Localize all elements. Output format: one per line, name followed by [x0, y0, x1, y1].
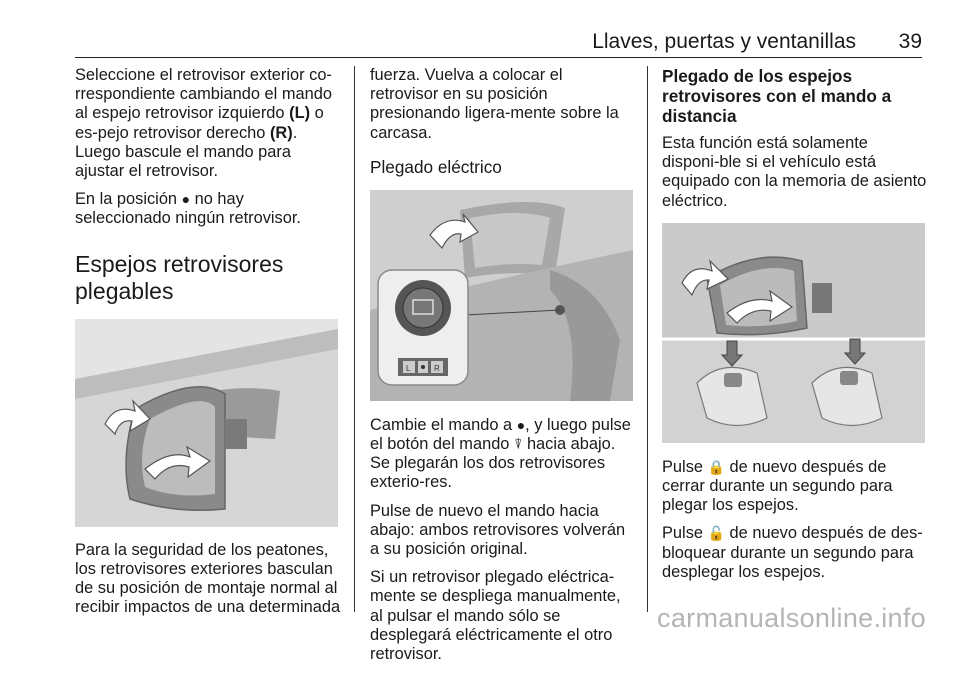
lock-icon: 🔒 [707, 458, 725, 475]
dot-symbol: ● [181, 191, 191, 208]
fold-button-icon: ⍒ [513, 436, 523, 453]
dot-symbol: ● [516, 416, 526, 433]
paragraph-press-again: Pulse de nuevo el mando hacia abajo: ambos retrovisores volverán a su posición original. [370, 501, 626, 559]
paragraph-availability: Esta función está solamente disponi-ble si el vehículo está equipado con la memoria de asiento eléctrico. [662, 134, 927, 210]
figure-remote-key [662, 223, 925, 443]
switch-label-l: L [406, 363, 411, 373]
section-heading-remote-folding: Plegado de los espejos retrovisores con el mando a distancia [662, 66, 892, 126]
paragraph-reposition-mirror: fuerza. Vuelva a colocar el retrovisor en su posición presionando ligera-mente sobre la carcasa. [370, 66, 619, 142]
unlock-icon: 🔓 [707, 525, 725, 542]
column-divider-2 [647, 66, 648, 612]
watermark: carmanualsonline.info [657, 603, 926, 633]
paragraph-press-fold-button: Cambie el mando a ●, y luego pulse el botón del mando ⍒ hacia abajo. Se plegarán los dos retrovisores exterio-res. [370, 415, 631, 492]
column-3 [662, 66, 928, 591]
column-1 [75, 66, 341, 626]
column-divider-1 [354, 66, 355, 612]
paragraph-pedestrian-safety: Para la seguridad de los peatones, los retrovisores exteriores basculan de su posición de montaje normal al recibir impactos de una determinada [75, 540, 341, 617]
section-heading-folding-mirrors: Espejos retrovisores plegables [75, 250, 284, 304]
remote-key-illustration [662, 223, 925, 443]
paragraph-unfold-with-unlock: Pulse 🔓 de nuevo después de des-bloquear durante un segundo para desplegar los espejos. [662, 524, 923, 581]
switch-label-r: R [434, 363, 440, 373]
mirror-control-illustration [370, 190, 633, 401]
paragraph-neutral-position: En la posición ● no hay seleccionado ningún retrovisor. [75, 190, 301, 228]
mirror-fold-illustration [75, 319, 338, 527]
paragraph-manual-unfold: Si un retrovisor plegado eléctrica-mente se despliega manualmente, al pulsar el mando sólo se desplegará eléctricamente el otro retrovisor. [370, 568, 621, 664]
section-heading-electric-folding: Plegado eléctrico [370, 156, 502, 177]
header-rule [75, 57, 922, 58]
page-header-title: Llaves, puertas y ventanillas [592, 30, 856, 53]
column-2 [370, 66, 633, 673]
page-number: 39 [898, 30, 922, 53]
paragraph-mirror-select: Seleccione el retrovisor exterior co-rrespondiente cambiando el mando al espejo retrovisor izquierdo (L) o es-pejo retrovisor derecho (R). Luego bascule el mando para ajustar el retrovisor. [75, 66, 332, 181]
figure-mirror-fold [75, 319, 338, 527]
figure-mirror-control [370, 190, 633, 401]
paragraph-fold-with-lock: Pulse 🔒 de nuevo después de cerrar durante un segundo para plegar los espejos. [662, 457, 893, 515]
